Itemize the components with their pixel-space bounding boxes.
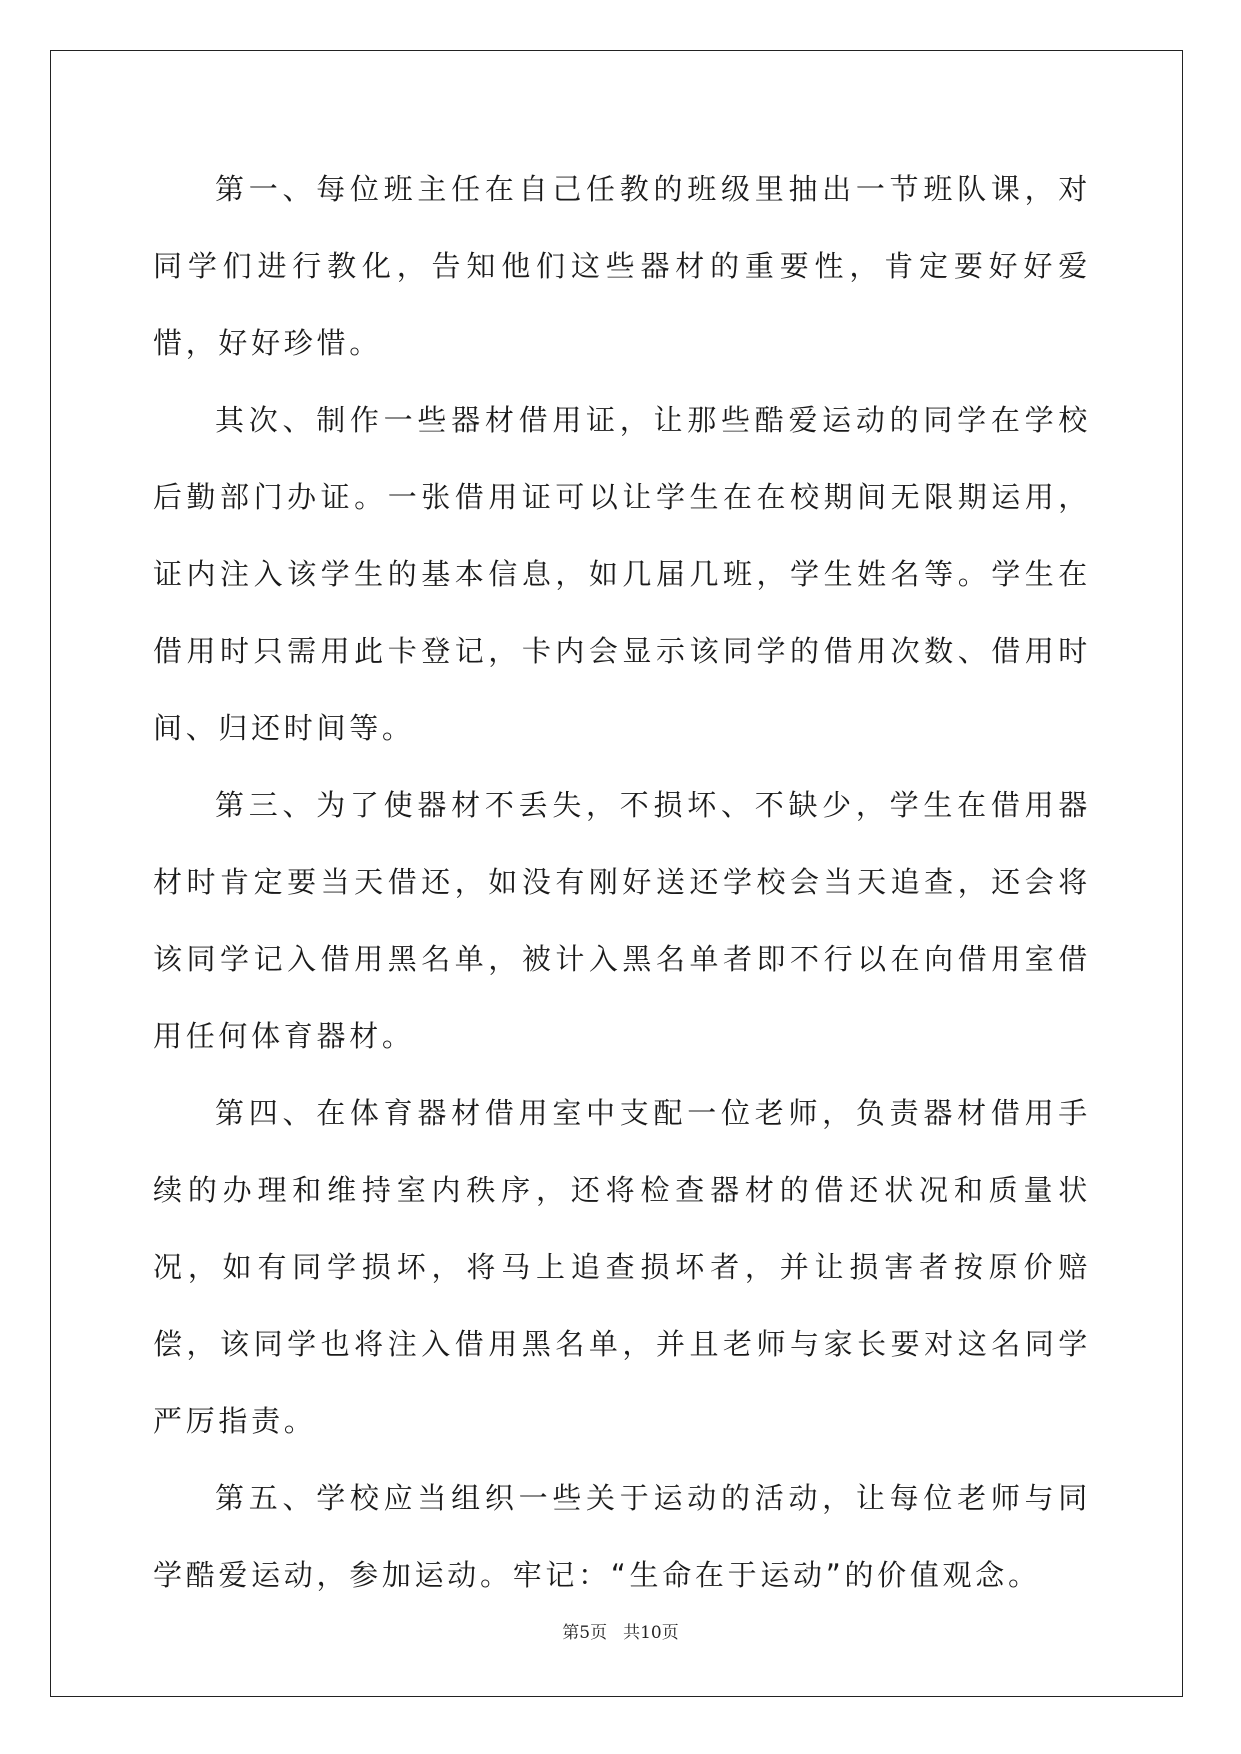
page-number-current: 第5页 bbox=[562, 1623, 608, 1643]
paragraph-1: 第一、每位班主任在自己任教的班级里抽出一节班队课，对同学们进行教化，告知他们这些器材的重要性，肯定要好好爱惜，好好珍惜。 bbox=[153, 172, 1091, 360]
paragraph-3: 第三、为了使器材不丢失，不损坏、不缺少，学生在借用器材时肯定要当天借还，如没有刚好送还学校会当天追查，还会将该同学记入借用黑名单，被计入黑名单者即不行以在向借用室借用任何体育器材。 bbox=[153, 788, 1091, 1053]
document-body bbox=[153, 151, 1091, 1614]
page-number-total: 共10页 bbox=[623, 1623, 679, 1643]
paragraph-4: 第四、在体育器材借用室中支配一位老师，负责器材借用手续的办理和维持室内秩序，还将检查器材的借还状况和质量状况，如有同学损坏，将马上追查损坏者，并让损害者按原价赔偿，该同学也将注入借用黑名单，并且老师与家长要对这名同学严厉指责。 bbox=[153, 1096, 1091, 1438]
paragraph-5: 第五、学校应当组织一些关于运动的活动，让每位老师与同学酷爱运动，参加运动。牢记：“生命在于运动”的价值观念。 bbox=[153, 1481, 1091, 1592]
paragraph-2: 其次、制作一些器材借用证，让那些酷爱运动的同学在学校后勤部门办证。一张借用证可以让学生在在校期间无限期运用，证内注入该学生的基本信息，如几届几班，学生姓名等。学生在借用时只需用此卡登记，卡内会显示该同学的借用次数、借用时间、归还时间等。 bbox=[153, 403, 1091, 745]
page-footer bbox=[0, 1618, 1241, 1643]
